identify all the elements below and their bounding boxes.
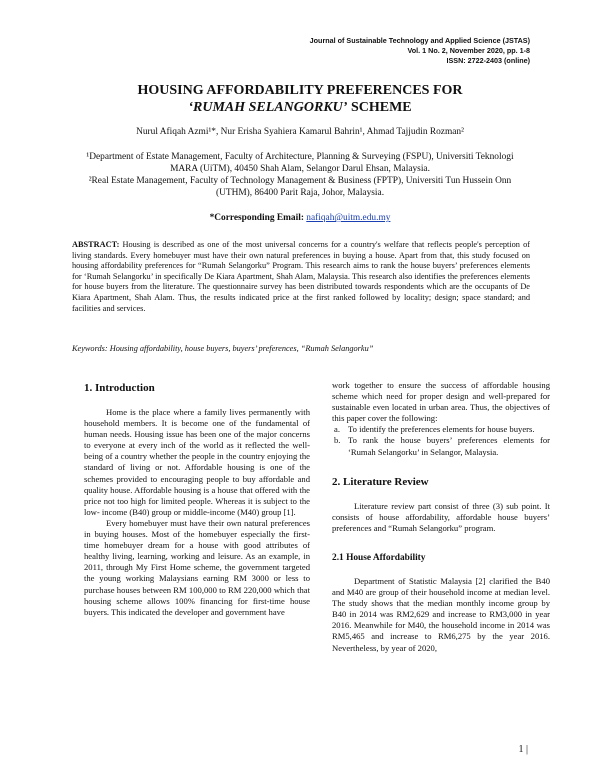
affordability-paragraph: Department of Statistic Malaysia [2] clarified the B40 and M40 are group of their household income at median level. The study shows that the median monthly income group by B40 in 2014 was RM2,629 and increase to RM3,000 in year 2016. Meanwhile for M40, the household income in 2014 was RM5,465 and increase to RM6,275 by the year 2016. Nevertheless, by year of 2020,	[332, 575, 550, 653]
title-suffix: SCHEME	[347, 100, 412, 115]
objectives-list	[332, 424, 550, 457]
list-item	[332, 424, 550, 435]
affiliation-1: ¹Department of Estate Management, Faculty of Architecture, Planning & Surveying (FSPU), Universiti Teknologi MARA (UiTM), 40450 Shah Alam, Selangor Darul Ehsan, Malaysia.	[86, 152, 514, 174]
title-line-1: HOUSING AFFORDABILITY PREFERENCES FOR	[137, 83, 463, 98]
abstract-label: ABSTRACT:	[72, 240, 120, 249]
literature-paragraph-1: Literature review part consist of three (3) sub point. It consists of house affordability, affordable house buyers’ preferences and “Rumah Selangorku” program.	[332, 500, 550, 533]
intro-paragraph-3: work together to ensure the success of affordable housing scheme which need for proper design and well-prepared for sustainable even located in urban area. Thus, the objectives of this paper cover the following:	[332, 380, 550, 424]
abstract-text: Housing is described as one of the most universal concerns for a country's welfare that reflects people's perception of living standards. Every homebuyer must have their own natural preferences in buying a house. Apart from that, this study focused on housing affordability preferences for “Rumah Selangorku” Program. This research aims to rank the house buyers’ preferences elements for ‘Rumah Selangorku’ in specifically De Kiara Apartment, Shah Alam, Malaysia. This research also identifies the preferences elements for house buyers from the literature. The questionnaire survey has been distributed towards respondents which are the occupants of De Kiara Apartment, Shah Alam. Thus, the results indicated price at the first ranked followed by locality; design; space standard; and facilities and services.	[72, 240, 530, 313]
abstract	[72, 240, 530, 314]
section-heading-introduction: 1. Introduction	[84, 382, 155, 394]
journal-header	[310, 36, 530, 66]
email-label: *Corresponding Email	[209, 213, 301, 223]
corresponding-email	[0, 213, 600, 223]
section-heading-literature-review: 2. Literature Review	[332, 475, 429, 488]
right-column	[332, 380, 550, 654]
email-separator: :	[300, 213, 307, 223]
journal-issn: ISSN: 2722-2403 (online)	[446, 56, 530, 65]
intro-paragraph-2: Every homebuyer must have their own natural preferences in buying houses. Most of the homebuyer especially the first-time homebuyer dream for a house with good attributes of healthy living, learning, working and leisure. As an example, in 2011, through My First Home scheme, the government targeted the young working Malaysians earning RM 3000 or less to purchase houses between RM 100,000 to RM 220,000 which that housing scheme allows 100% financing for first-time house buyers. This indicated the developer and government have	[84, 517, 310, 617]
intro-paragraph-1: Home is the place where a family lives permanently with household members. It is become one of the fundamental of human needs. Housing issue has been one of the major concerns to everyone at every inch of the world as it reflected the well-being of a country whether the people in the country enjoying the standard of living or not. Affordable housing is one of the schemes provided to encouraging people to buy affordable and quality house. Affordable housing is a house that offered with the price not too high for limited people. Whereas it is subject to the low- income (B40) group or middle-income (M40) group [1].	[84, 407, 310, 517]
email-link[interactable]: nafiqah@uitm.edu.my	[306, 213, 391, 223]
journal-volume: Vol. 1 No. 2, November 2020, pp. 1-8	[407, 46, 530, 55]
title-scheme-name: ‘RUMAH SELANGORKU’	[188, 100, 348, 115]
author-list: Nurul Afiqah Azmi¹*, Nur Erisha Syahiera Kamarul Bahrin¹, Ahmad Tajjudin Rozman²	[136, 127, 464, 137]
list-text: To rank the house buyers’ preferences elements for ‘Rumah Selangorku’ in Selangor, Malaysia.	[348, 435, 550, 457]
affiliation-2: ²Real Estate Management, Faculty of Technology Management & Business (FPTP), Universiti Tun Hussein Onn (UTHM), 86400 Parit Raja, Johor, Malaysia.	[88, 176, 512, 198]
journal-name: Journal of Sustainable Technology and Applied Science (JSTAS)	[309, 36, 530, 45]
page-number: 1 |	[518, 744, 528, 755]
affiliations	[72, 151, 528, 199]
list-item	[332, 435, 550, 457]
left-column	[84, 382, 310, 618]
list-marker: b.	[334, 435, 341, 446]
subsection-heading-house-affordability: 2.1 House Affordability	[332, 552, 426, 563]
keywords: Keywords: Housing affordability, house buyers, buyers’ preferences, “Rumah Selangorku”	[72, 344, 374, 353]
title-line-2	[0, 99, 600, 116]
list-marker: a.	[334, 424, 340, 435]
paper-title	[0, 82, 600, 116]
list-text: To identify the preferences elements for house buyers.	[348, 424, 535, 435]
